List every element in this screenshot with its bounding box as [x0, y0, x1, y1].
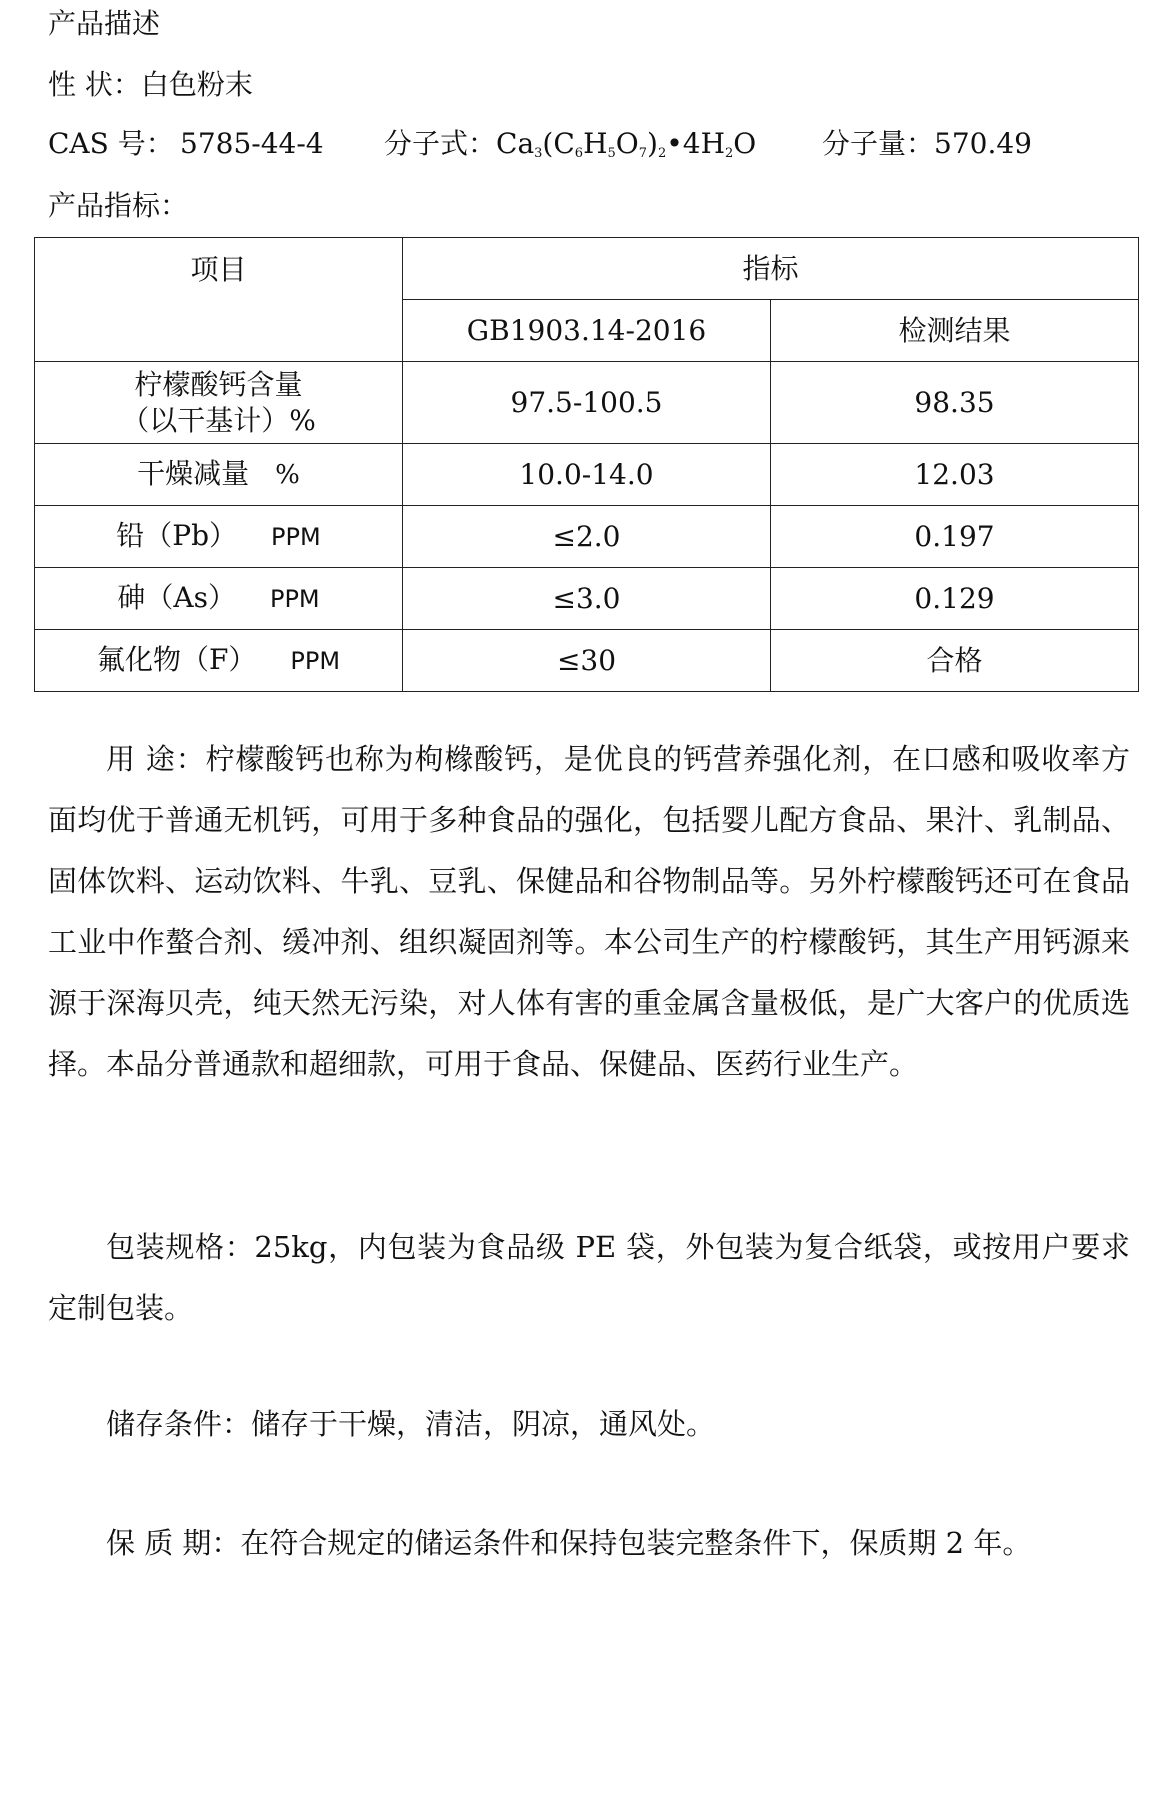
mol-weight — [822, 126, 1032, 162]
row-standard: ≤3.0 — [403, 568, 771, 630]
row-standard: ≤2.0 — [403, 506, 771, 568]
table-row — [35, 568, 1139, 630]
header-spec: 指标 — [403, 238, 1139, 300]
table-row — [35, 506, 1139, 568]
appearance-label: 性 状： — [48, 68, 141, 101]
table-header-row — [35, 238, 1139, 300]
row-name: 干燥减量 % — [35, 444, 403, 506]
formula: 分子式：$Ca_3(C_6H_5O_7)_2•4H_2O$ — [384, 127, 757, 161]
spec-title: 产品指标： — [48, 189, 189, 222]
mol-weight-value: 570.49 — [934, 127, 1032, 160]
row-standard: 10.0-14.0 — [403, 444, 771, 506]
header-result: 检测结果 — [771, 300, 1139, 362]
mol-weight-label: 分子量： — [822, 127, 935, 160]
usage-paragraph: 用 途：柠檬酸钙也称为枸橼酸钙，是优良的钙营养强化剂，在口感和吸收率方面均优于普通无机钙，可用于多种食品的强化，包括婴儿配方食品、果汁、乳制品、固体饮料、运动饮料、牛乳、豆乳、保健品和谷物制品等。另外柠檬酸钙还可在食品工业中作螯合剂、缓冲剂、组织凝固剂等。本公司生产的柠檬酸钙，其生产用钙源来源于深海贝壳，纯天然无污染，对人体有害的重金属含量极低，是广大客户的优质选择。本品分普通款和超细款，可用于食品、保健品、医药行业生产。 — [48, 742, 1130, 1081]
section-title: 产品描述 — [48, 7, 161, 40]
appearance-value: 白色粉末 — [140, 68, 253, 101]
shelf-life-paragraph: 保 质 期：在符合规定的储运条件和保持包装完整条件下，保质期 2 年。 — [106, 1526, 1032, 1560]
spec-table — [34, 237, 1139, 692]
header-item: 项目 — [35, 238, 403, 362]
row-standard: 97.5-100.5 — [403, 362, 771, 444]
table-row — [35, 630, 1139, 692]
row-result: 0.197 — [771, 506, 1139, 568]
table-row — [35, 444, 1139, 506]
row-standard: ≤30 — [403, 630, 771, 692]
row-name: 柠檬酸钙含量 （以干基计）% — [35, 362, 403, 444]
appearance-line — [48, 67, 253, 103]
row-result: 合格 — [771, 630, 1139, 692]
cas-value: 5785-44-4 — [180, 127, 324, 160]
row-result: 98.35 — [771, 362, 1139, 444]
row-result: 12.03 — [771, 444, 1139, 506]
row-name: 铅（Pb） PPM — [35, 506, 403, 568]
packaging-paragraph: 包装规格：25kg，内包装为食品级 PE 袋，外包装为复合纸袋，或按用户要求定制包装。 — [48, 1230, 1130, 1325]
storage-paragraph: 储存条件：储存于干燥，清洁，阴凉，通风处。 — [106, 1407, 716, 1441]
row-result: 0.129 — [771, 568, 1139, 630]
formula-label: 分子式： — [384, 127, 497, 160]
table-row — [35, 362, 1139, 444]
row-name: 砷（As） PPM — [35, 568, 403, 630]
row-name: 氟化物（F） PPM — [35, 630, 403, 692]
cas-label: CAS 号： — [48, 127, 174, 160]
header-standard: GB1903.14-2016 — [403, 300, 771, 362]
